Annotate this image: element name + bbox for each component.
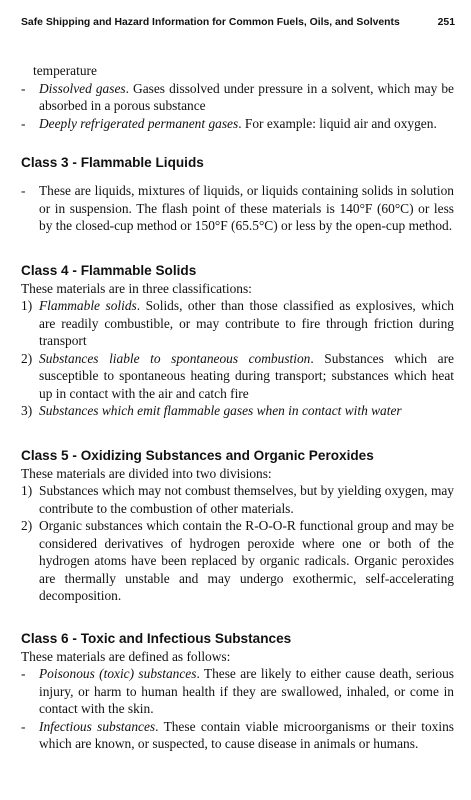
list-item [21, 402, 454, 420]
running-title: Safe Shipping and Hazard Information for Common Fuels, Oils, and Solvents [21, 17, 400, 28]
page-content [21, 62, 454, 753]
list-item [21, 665, 454, 718]
list-item [21, 517, 454, 605]
list-item [21, 350, 454, 403]
page-number: 251 [437, 17, 455, 28]
term: Flammable solids [39, 298, 137, 313]
description: Substances which are susceptible to spontaneous heating during transport; substances which heat up in contact with the air and catch fire [39, 350, 454, 401]
list-marker: - [21, 666, 26, 681]
list-text: Infectious substances. These contain viable microorganisms or their toxins which are known, or suspected, to cause disease in animals or humans. [39, 718, 454, 751]
section-heading-class-4: Class 4 - Flammable Solids [21, 262, 197, 278]
list-text: Deeply refrigerated permanent gases. For example: liquid air and oxygen. [39, 115, 437, 131]
list-text [39, 402, 454, 420]
section-intro: These materials are divided into two divisions: [21, 465, 272, 481]
list-marker: 3) [21, 403, 33, 418]
list-item [21, 115, 454, 133]
continuation-text: temperature [33, 63, 97, 78]
list-text: Flammable solids. Solids, other than those classified as explosives, which are readily combustible, or may contribute to fire through friction during transport [39, 298, 454, 348]
description: These are likely to either cause death, serious injury, or harm to human health if they are swallowed, inhaled, or come in contact with the skin. [39, 666, 454, 716]
list-item [21, 182, 454, 235]
list-marker: 1) [21, 298, 33, 313]
list-marker: 1) [21, 483, 33, 498]
list-marker: - [21, 80, 26, 96]
term: Infectious substances [39, 718, 156, 734]
section-intro: These materials are defined as follows: [21, 648, 231, 664]
list-text: Substances liable to spontaneous combustion. Substances which are susceptible to spontaneous heating during transport; substances which heat up in contact with the air and catch fire [39, 350, 454, 401]
list-text: These are liquids, mixtures of liquids, or liquids containing solids in solution or in suspension. The flash point of these materials is 140°F (60°C) or less by the closed-cup method or 150°F (65.5°C) or less by the open-cup method. [39, 183, 454, 233]
section-intro: These materials are in three classifications: [21, 280, 252, 296]
list-item [21, 718, 454, 753]
list-marker: 2) [21, 518, 33, 533]
description: For example: liquid air and oxygen. [244, 115, 437, 131]
list-item [21, 297, 454, 350]
list-marker: - [21, 115, 26, 131]
list-text: Dissolved gases. Gases dissolved under pressure in a solvent, which may be absorbed in a porous substance [39, 80, 454, 113]
section-heading-class-6: Class 6 - Toxic and Infectious Substances [21, 630, 292, 646]
term: Deeply refrigerated permanent gases [39, 115, 239, 131]
term: Dissolved gases [39, 80, 126, 96]
description: Gases dissolved under pressure in a solvent, which may be absorbed in a porous substance [39, 80, 454, 113]
list-marker: 2) [21, 350, 33, 366]
term: Substances which emit flammable gases when in contact with water [39, 403, 402, 418]
list-item [21, 80, 454, 115]
term: Substances liable to spontaneous combustion [39, 350, 311, 366]
list-item [21, 482, 454, 517]
description: These contain viable microorganisms or their toxins which are known, or suspected, to cause disease in animals or humans. [39, 718, 454, 751]
list-marker: - [21, 718, 26, 734]
running-header [21, 17, 455, 28]
list-marker: - [21, 183, 26, 198]
section-heading-class-3: Class 3 - Flammable Liquids [21, 155, 204, 170]
list-text: Substances which may not combust themselves, but by yielding oxygen, may contribute to the combustion of other materials. [39, 483, 454, 516]
section-heading-class-5: Class 5 - Oxidizing Substances and Organic Peroxides [21, 447, 374, 463]
list-text: Poisonous (toxic) substances. These are likely to either cause death, serious injury, or harm to human health if they are swallowed, inhaled, or come in contact with the skin. [39, 666, 454, 716]
term: Poisonous (toxic) substances [39, 666, 197, 681]
description: Solids, other than those classified as explosives, which are readily combustible, or may contribute to fire through friction during transport [39, 298, 454, 348]
list-text: Organic substances which contain the R-O-O-R functional group and may be considered derivatives of hydrogen peroxide where one or both of the hydrogen atoms have been replaced by organic radicals. Organic peroxides are thermally unstable and may undergo exothermic, self-accelerating decomposition. [39, 518, 454, 603]
